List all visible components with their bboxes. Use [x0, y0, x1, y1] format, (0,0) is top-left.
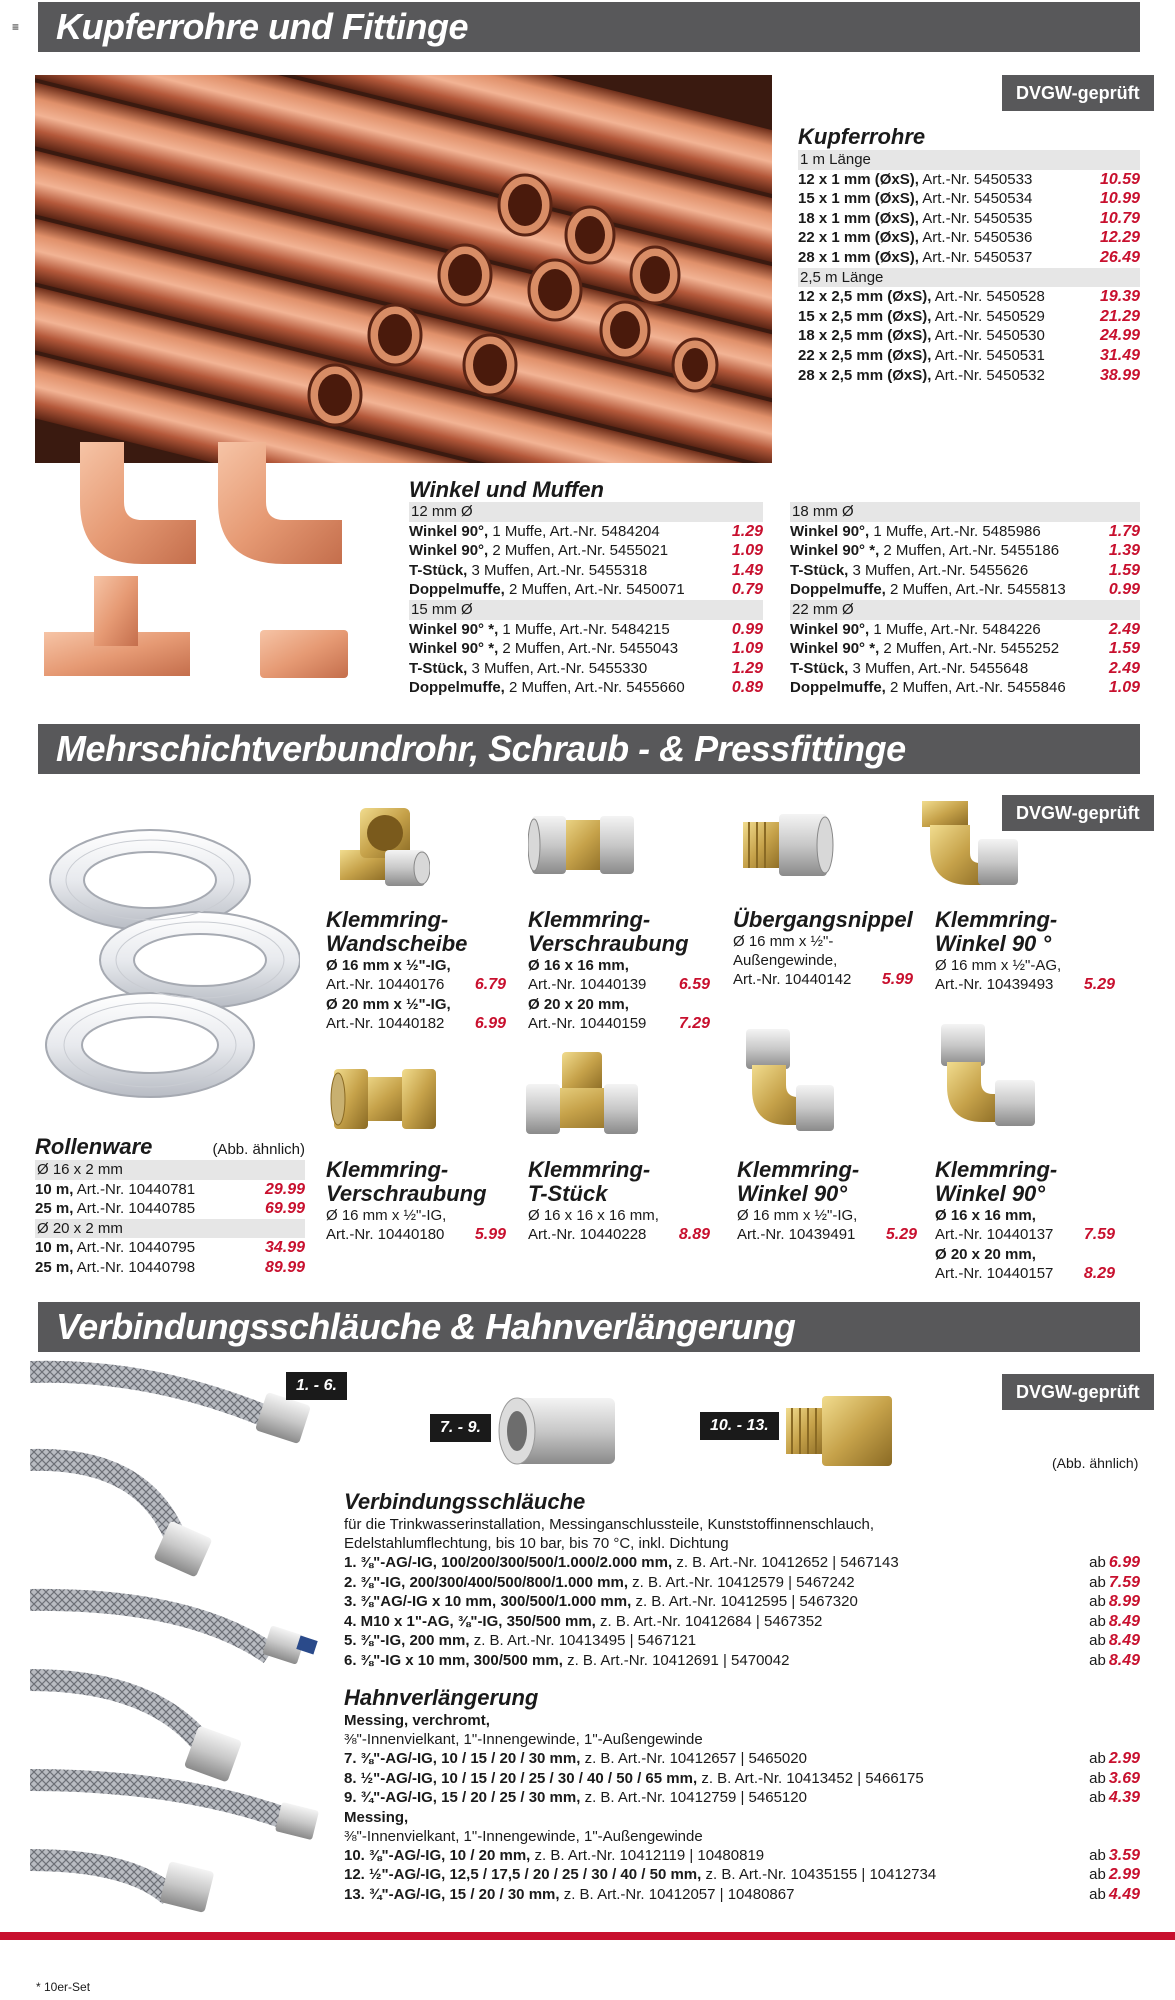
price: 1.09: [731, 640, 763, 658]
table-row: T-Stück, 3 Muffen, Art.-Nr. 5455648 2.49: [790, 659, 1140, 677]
product-title: Wandscheibe: [326, 931, 468, 956]
hoses-image: [30, 1360, 330, 1920]
schlaeuche-title: Verbindungsschläuche: [344, 1489, 586, 1514]
price: 2.49: [1108, 620, 1140, 638]
product-spec: Ø 16 mm x ½"-IG,: [326, 957, 451, 974]
product-spec: Ø 16 mm x ½"-: [733, 933, 834, 950]
copper-tubes-image: [35, 75, 772, 463]
table-row: Winkel 90° *, 2 Muffen, Art.-Nr. 5455186 1.39: [790, 542, 1140, 560]
table-row: 15 x 1 mm (ØxS), Art.-Nr. 5450534 10.99: [798, 190, 1140, 208]
price: 1.59: [1108, 561, 1140, 579]
price: 10.99: [1099, 190, 1140, 208]
product-art: Art.-Nr. 10440182: [326, 1014, 445, 1032]
price: 8.49: [1108, 1632, 1140, 1650]
hahn-title: Hahnverlängerung: [344, 1685, 539, 1710]
hahn-desc: ⅜"-Innenvielkant, 1"-Innengewinde, 1"-Außengewinde: [344, 1731, 703, 1748]
product-spec: Ø 20 mm x ½"-IG,: [326, 995, 451, 1013]
product-title: Klemmring-: [326, 1157, 449, 1182]
price: 8.49: [1108, 1612, 1140, 1630]
table-row: 28 x 1 mm (ØxS), Art.-Nr. 5450537 26.49: [798, 248, 1140, 266]
product-title: Winkel 90°: [737, 1181, 848, 1206]
table-row: 22 x 2,5 mm (ØxS), Art.-Nr. 5450531 31.49: [798, 346, 1140, 364]
price: 5.29: [1083, 976, 1115, 993]
price: 5.29: [885, 1226, 917, 1243]
table-row: 10 m, Art.-Nr. 10440795 34.99: [35, 1239, 305, 1257]
price: 8.49: [1108, 1651, 1140, 1669]
table-row: 9. ¾"-AG/-IG, 15 / 20 / 25 / 30 mm, z. B. Art.-Nr. 10412759 | 5465120 ab 4.39: [344, 1789, 1140, 1807]
rollenware-group-header: Ø 20 x 2 mm: [35, 1219, 305, 1239]
product-spec: Ø 16 mm x ½"-IG,: [326, 1207, 447, 1224]
section-banner-hoses: Verbindungsschläuche & Hahnverlängerung: [38, 1302, 1140, 1352]
fitting-winkel-mm: [935, 1158, 1115, 1283]
product-spec: Außengewinde,: [733, 952, 838, 969]
brass-extension-image: [778, 1388, 898, 1474]
price: 8.89: [678, 1226, 710, 1243]
price: 1.59: [1108, 640, 1140, 658]
price: 6.59: [678, 976, 710, 993]
table-row: 7. ⅜"-AG/-IG, 10 / 15 / 20 / 30 mm, z. B. Art.-Nr. 10412657 | 5465020 ab 2.99: [344, 1750, 1140, 1767]
price: 10.59: [1099, 170, 1140, 188]
table-row: Winkel 90°, 1 Muffe, Art.-Nr. 5484204 1.29: [409, 522, 763, 540]
kupferrohre-group-header: 2,5 m Länge: [798, 268, 1140, 288]
table-row: 10. ⅜"-AG/-IG, 10 / 20 mm, z. B. Art.-Nr. 10412119 | 10480819 ab 3.59: [344, 1846, 1140, 1864]
price: 4.49: [1108, 1885, 1140, 1903]
table-row: Winkel 90°, 1 Muffe, Art.-Nr. 5484226 2.49: [790, 620, 1140, 638]
product-title: Übergangsnippel: [733, 907, 913, 932]
section-banner-multilayer: Mehrschichtverbundrohr, Schraub - & Pressfittinge: [38, 724, 1140, 774]
dvgw-badge: DVGW-geprüft: [1002, 1374, 1154, 1410]
table-row: Doppelmuffe, 2 Muffen, Art.-Nr. 5455813 0.99: [790, 581, 1140, 599]
product-title: Klemmring-: [528, 907, 651, 932]
product-title: Verschraubung: [326, 1181, 487, 1206]
table-row: 25 m, Art.-Nr. 10440798 89.99: [35, 1258, 305, 1276]
price: 7.59: [1083, 1226, 1115, 1243]
dvgw-badge: DVGW-geprüft: [1002, 795, 1154, 831]
product-art: Art.-Nr. 10440159: [528, 1014, 647, 1032]
kupferrohre-group-header: 1 m Länge: [798, 150, 1140, 170]
product-title: Winkel 90 °: [935, 931, 1052, 956]
winkel-mm-image: [935, 1020, 1040, 1130]
rollenware-group-header: Ø 16 x 2 mm: [35, 1160, 305, 1180]
table-row: Winkel 90°, 2 Muffen, Art.-Nr. 5455021 1.09: [409, 542, 763, 560]
footnote: * 10er-Set: [36, 1980, 91, 1994]
range-tag: 10. - 13.: [700, 1412, 779, 1440]
price: 26.49: [1099, 248, 1140, 266]
product-title: Klemmring-: [326, 907, 449, 932]
fitting-wandscheibe: [326, 908, 506, 1033]
table-row: Winkel 90° *, 2 Muffen, Art.-Nr. 5455043 1.09: [409, 640, 763, 658]
hahn-material: Messing,: [344, 1808, 409, 1826]
winkel-ag-image: [912, 795, 1022, 890]
table-row: T-Stück, 3 Muffen, Art.-Nr. 5455626 1.59: [790, 561, 1140, 579]
price: 31.49: [1099, 346, 1140, 364]
product-title: Verschraubung: [528, 931, 689, 956]
product-art: Art.-Nr. 10440180: [326, 1226, 445, 1243]
product-title: Klemmring-: [935, 1157, 1058, 1182]
product-art: Art.-Nr. 10440176: [326, 976, 445, 993]
table-row: 3. ⅜"AG/-IG x 10 mm, 300/500/1.000 mm, z. B. Art.-Nr. 10412595 | 5467320 ab 8.99: [344, 1593, 1140, 1611]
table-row: 5. ⅜"-IG, 200 mm, z. B. Art.-Nr. 10413495 | 5467121 ab 8.49: [344, 1632, 1140, 1650]
kupferrohre-table: [798, 124, 1140, 385]
price: 29.99: [264, 1180, 305, 1198]
product-title: Winkel 90°: [935, 1181, 1046, 1206]
product-title: Klemmring-: [737, 1157, 860, 1182]
winkel-title: Winkel und Muffen: [409, 477, 604, 502]
image-note: (Abb. ähnlich): [1052, 1455, 1139, 1471]
table-row: 12 x 2,5 mm (ØxS), Art.-Nr. 5450528 19.39: [798, 288, 1140, 306]
price: 24.99: [1099, 327, 1140, 345]
table-row: Doppelmuffe, 2 Muffen, Art.-Nr. 5455660 0.89: [409, 679, 763, 697]
product-spec: Ø 16 x 16 mm,: [935, 1207, 1036, 1224]
footer-accent-line: [0, 1932, 1175, 1940]
product-spec: Ø 20 x 20 mm,: [935, 1245, 1036, 1263]
price: 12.29: [1099, 229, 1140, 247]
price: 19.39: [1099, 288, 1140, 306]
table-row: T-Stück, 3 Muffen, Art.-Nr. 5455318 1.49: [409, 561, 763, 579]
fitting-tstueck: [528, 1158, 710, 1245]
table-row: 13. ¾"-AG/-IG, 15 / 20 / 30 mm, z. B. Art.-Nr. 10412057 | 10480867 ab 4.49: [344, 1885, 1140, 1903]
table-row: 22 x 1 mm (ØxS), Art.-Nr. 5450536 12.29: [798, 229, 1140, 247]
price: 0.99: [731, 620, 763, 638]
rollenware-title: Rollenware: [35, 1134, 153, 1159]
price: 3.59: [1108, 1846, 1140, 1864]
product-spec: Ø 16 x 16 x 16 mm,: [528, 1207, 659, 1224]
price: 1.09: [1108, 679, 1140, 697]
schlaeuche-desc: für die Trinkwasserinstallation, Messinganschlussteile, Kunststoffinnenschlauch,: [344, 1516, 874, 1533]
table-row: 4. M10 x 1"-AG, ⅜"-IG, 350/500 mm, z. B. Art.-Nr. 10412684 | 5467352 ab 8.49: [344, 1612, 1140, 1630]
hahn-block: [344, 1685, 1140, 1905]
wandscheibe-image: [330, 800, 430, 895]
verschraubung-2-image: [330, 1055, 440, 1145]
table-row: 6. ⅜"-IG x 10 mm, 300/500 mm, z. B. Art.-Nr. 10412691 | 5470042 ab 8.49: [344, 1651, 1140, 1669]
hahn-desc: ⅜"-Innenvielkant, 1"-Innengewinde, 1"-Außengewinde: [344, 1827, 703, 1845]
price: 0.89: [731, 679, 763, 697]
price: 2.99: [1108, 1750, 1140, 1767]
product-title: Klemmring-: [528, 1157, 651, 1182]
fitting-verschraubung-1: [528, 908, 710, 1033]
product-art: Art.-Nr. 10440137: [935, 1226, 1054, 1243]
table-row: 10 m, Art.-Nr. 10440781 29.99: [35, 1180, 305, 1198]
price: 5.99: [474, 1226, 506, 1243]
price: 4.39: [1108, 1789, 1140, 1807]
range-tag: 1. - 6.: [286, 1372, 347, 1400]
price: 7.59: [1108, 1573, 1140, 1591]
product-spec: Ø 20 x 20 mm,: [528, 995, 629, 1013]
product-spec: Ø 16 mm x ½"-AG,: [935, 957, 1062, 974]
product-art: Art.-Nr. 10439491: [737, 1226, 856, 1243]
table-row: 15 x 2,5 mm (ØxS), Art.-Nr. 5450529 21.29: [798, 307, 1140, 325]
price: 10.79: [1099, 209, 1140, 227]
schlaeuche-desc: Edelstahlumflechtung, bis 10 bar, bis 70 °C, inkl. Dichtung: [344, 1535, 729, 1552]
fitting-nippel: [733, 908, 913, 990]
winkel-ig-image: [738, 1025, 838, 1135]
product-art: Art.-Nr. 10439493: [935, 976, 1054, 993]
table-row: 18 x 2,5 mm (ØxS), Art.-Nr. 5450530 24.99: [798, 327, 1140, 345]
table-row: T-Stück, 3 Muffen, Art.-Nr. 5455330 1.29: [409, 659, 763, 677]
price: 1.29: [731, 522, 763, 540]
table-row: 1. ⅜"-AG/-IG, 100/200/300/500/1.000/2.000 mm, z. B. Art.-Nr. 10412652 | 5467143 ab 6.99: [344, 1554, 1140, 1571]
price: 2.49: [1108, 659, 1140, 677]
price: 8.29: [1083, 1264, 1115, 1282]
page-marker: ≡: [12, 20, 20, 34]
product-spec: Ø 16 mm x ½"-IG,: [737, 1207, 858, 1224]
winkel-group-header: 18 mm Ø: [790, 502, 1140, 522]
table-row: Doppelmuffe, 2 Muffen, Art.-Nr. 5455846 1.09: [790, 679, 1140, 697]
winkel-group-header: 22 mm Ø: [790, 600, 1140, 620]
product-art: Art.-Nr. 10440139: [528, 976, 647, 993]
winkel-muffen-title: [409, 477, 604, 503]
product-art: Art.-Nr. 10440142: [733, 971, 852, 988]
fitting-verschraubung-2: [326, 1158, 506, 1245]
winkel-col-1: [409, 502, 763, 698]
copper-fittings-image: [38, 432, 358, 712]
verschraubung-image: [528, 800, 638, 890]
price: 38.99: [1099, 366, 1140, 384]
winkel-group-header: 12 mm Ø: [409, 502, 763, 522]
product-spec: Ø 16 x 16 mm,: [528, 957, 629, 974]
table-row: Winkel 90° *, 2 Muffen, Art.-Nr. 5455252 1.59: [790, 640, 1140, 658]
price: 0.99: [1108, 581, 1140, 599]
range-tag: 7. - 9.: [430, 1414, 491, 1442]
chrome-extension-image: [495, 1388, 625, 1474]
dvgw-badge: DVGW-geprüft: [1002, 75, 1154, 111]
price: 3.69: [1108, 1769, 1140, 1787]
price: 21.29: [1099, 307, 1140, 325]
fitting-winkel-ig: [737, 1158, 917, 1245]
kupferrohre-title: Kupferrohre: [798, 124, 926, 149]
section-banner-copper: Kupferrohre und Fittinge: [38, 2, 1140, 52]
table-row: 12 x 1 mm (ØxS), Art.-Nr. 5450533 10.59: [798, 170, 1140, 188]
hahn-material: Messing, verchromt,: [344, 1712, 490, 1729]
winkel-group-header: 15 mm Ø: [409, 600, 763, 620]
product-art: Art.-Nr. 10440157: [935, 1264, 1054, 1282]
table-row: 25 m, Art.-Nr. 10440785 69.99: [35, 1200, 305, 1218]
price: 1.39: [1108, 542, 1140, 560]
price: 89.99: [264, 1258, 305, 1276]
price: 8.99: [1108, 1593, 1140, 1611]
rollenware-table: [35, 1134, 305, 1278]
price: 6.79: [474, 976, 506, 993]
fitting-winkel-ag: [935, 908, 1115, 995]
schlaeuche-block: [344, 1489, 1140, 1671]
product-title: T-Stück: [528, 1181, 608, 1206]
table-row: Winkel 90°, 1 Muffe, Art.-Nr. 5485986 1.79: [790, 522, 1140, 540]
winkel-col-2: [790, 502, 1140, 698]
table-row: Doppelmuffe, 2 Muffen, Art.-Nr. 5450071 0.79: [409, 581, 763, 599]
price: 5.99: [881, 971, 913, 988]
price: 6.99: [1108, 1554, 1140, 1571]
price: 69.99: [264, 1200, 305, 1218]
pipe-coils-image: [30, 800, 300, 1120]
table-row: 18 x 1 mm (ØxS), Art.-Nr. 5450535 10.79: [798, 209, 1140, 227]
price: 0.79: [731, 581, 763, 599]
price: 7.29: [678, 1014, 710, 1032]
table-row: Winkel 90° *, 1 Muffe, Art.-Nr. 5484215 0.99: [409, 620, 763, 638]
price: 1.79: [1108, 522, 1140, 540]
table-row: 28 x 2,5 mm (ØxS), Art.-Nr. 5450532 38.99: [798, 366, 1140, 384]
table-row: 2. ⅜"-IG, 200/300/400/500/800/1.000 mm, z. B. Art.-Nr. 10412579 | 5467242 ab 7.59: [344, 1573, 1140, 1591]
price: 34.99: [264, 1239, 305, 1257]
price: 2.99: [1108, 1866, 1140, 1884]
nippel-image: [735, 800, 835, 890]
product-title: Klemmring-: [935, 907, 1058, 932]
price: 1.09: [731, 542, 763, 560]
price: 1.29: [731, 659, 763, 677]
price: 1.49: [731, 561, 763, 579]
price: 6.99: [474, 1014, 506, 1032]
image-note: (Abb. ähnlich): [212, 1141, 305, 1158]
table-row: 8. ½"-AG/-IG, 10 / 15 / 20 / 25 / 30 / 40 / 50 / 65 mm, z. B. Art.-Nr. 10413452 | 5466175 ab 3.69: [344, 1769, 1140, 1787]
product-art: Art.-Nr. 10440228: [528, 1226, 647, 1243]
table-row: 12. ½"-AG/-IG, 12,5 / 17,5 / 20 / 25 / 30 / 40 / 50 mm, z. B. Art.-Nr. 10435155 | 10412734 ab 2.99: [344, 1866, 1140, 1884]
tstueck-image: [522, 1048, 642, 1148]
